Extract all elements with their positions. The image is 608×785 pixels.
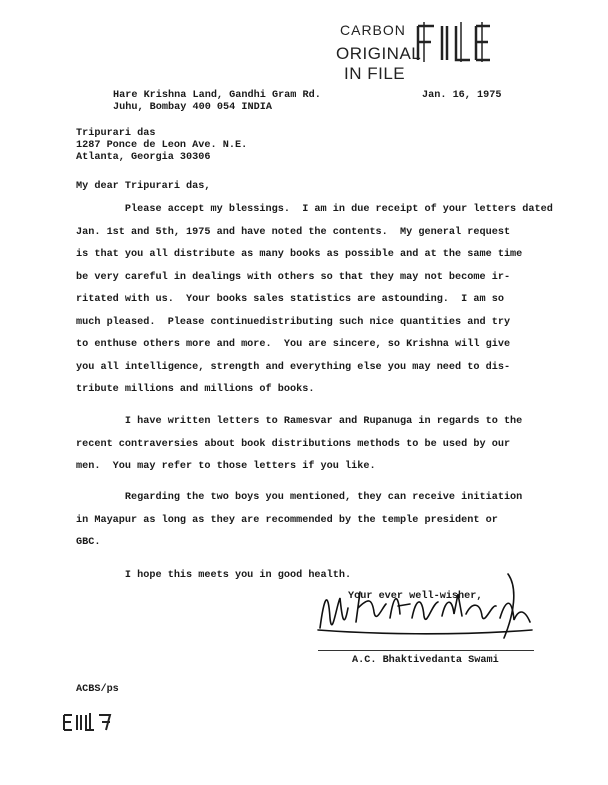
letter-date: Jan. 16, 1975 — [422, 90, 502, 101]
stamp-carbon: CARBON — [340, 22, 406, 38]
recipient-street: 1287 Ponce de Leon Ave. N.E. — [76, 140, 248, 151]
file-mark-glyph — [62, 712, 114, 732]
salutation: My dear Tripurari das, — [76, 181, 211, 192]
paragraph-4: I hope this meets you in good health. — [76, 570, 352, 581]
recipient-name: Tripurari das — [76, 128, 156, 139]
paragraph-2: I have written letters to Ramesvar and Rupanuga in regards to the recent contraversies about book distributions methods to be used by our men. You may refer to those letters if you like. — [76, 416, 523, 472]
stamp-in-file: IN FILE — [344, 64, 406, 83]
recipient-city: Atlanta, Georgia 30306 — [76, 152, 211, 163]
signatory-name: A.C. Bhaktivedanta Swami — [352, 655, 499, 666]
sender-address-line-1: Hare Krishna Land, Gandhi Gram Rd. — [113, 90, 321, 101]
stamp-original: ORIGINAL — [336, 44, 422, 63]
paragraph-1: Please accept my blessings. I am in due receipt of your letters dated Jan. 1st and 5th, 1975 and have noted the contents. My general request is that you all distribute as many books as possible and at the same time be very careful in dealings with others so that they may not become ir- ritated with us. Your books sales statistics are astounding. I am so much pleased. Please continuedistributing such nice quantities and try to enthuse others more and more. You are sincere, so Krishna will give you all intelligence, strength and everything else you may need to dis- tribute millions and millions of books. — [76, 204, 553, 395]
sender-address-line-2: Juhu, Bombay 400 054 INDIA — [113, 102, 272, 113]
file-stamp-icon — [414, 20, 494, 64]
handwritten-signature — [312, 568, 542, 648]
paragraph-3: Regarding the two boys you mentioned, they can receive initiation in Mayapur as long as they are recommended by the temple president or GBC. — [76, 492, 523, 548]
reference-initials: ACBS/ps — [76, 684, 119, 695]
closing-line: Your ever well-wisher, — [348, 591, 483, 602]
signature-line — [318, 650, 534, 651]
